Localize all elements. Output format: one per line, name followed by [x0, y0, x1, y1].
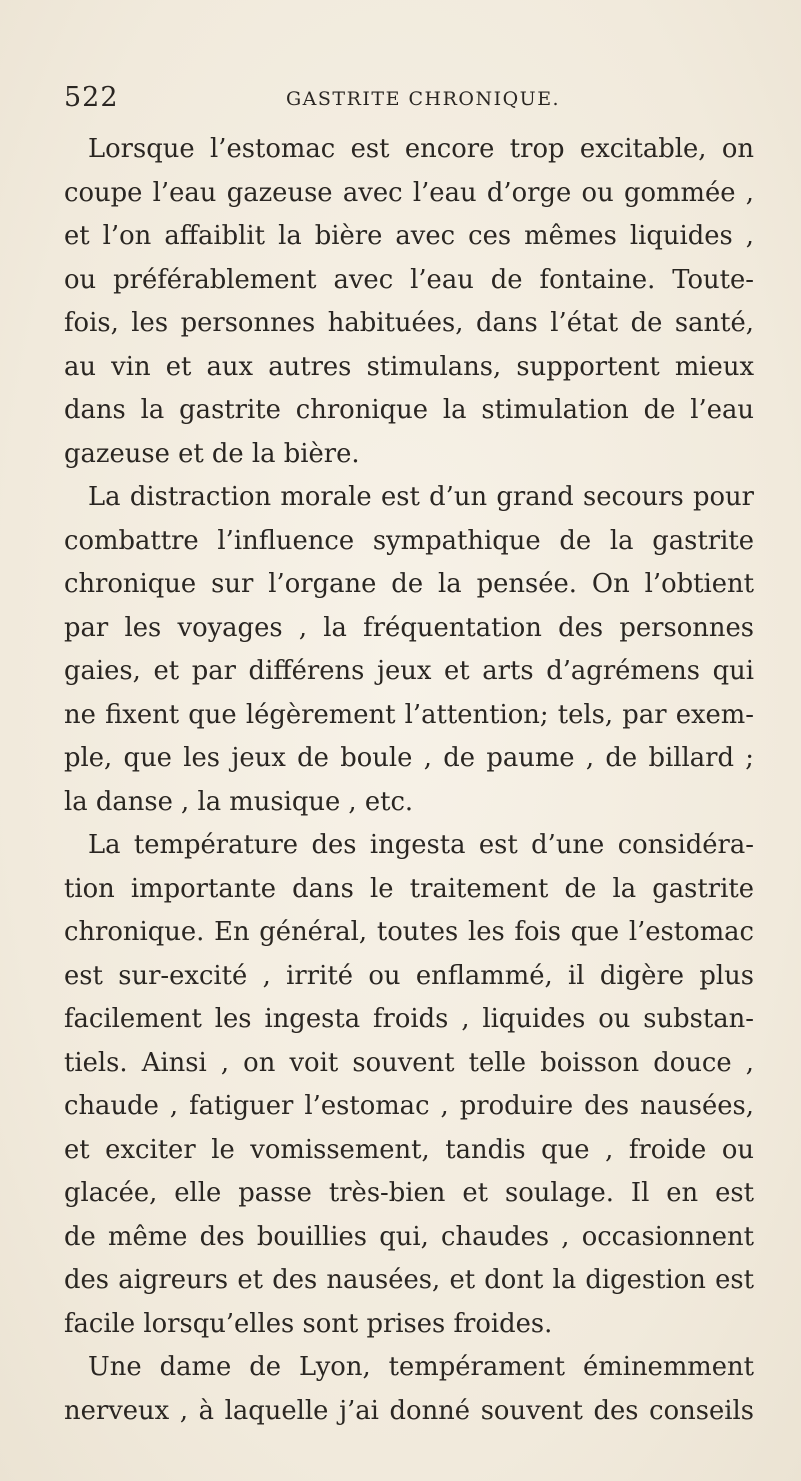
text-line: nerveux , à laquelle j’ai donné souvent des conseils	[64, 1395, 754, 1426]
text-line: chronique sur l’organe de la pensée. On l’obtient	[64, 569, 754, 599]
text-line: coupe l’eau gazeuse avec l’eau d’orge ou gommée ,	[64, 177, 754, 208]
text-line: la danse , la musique , etc.	[64, 786, 414, 817]
text-line: gazeuse et de la bière.	[64, 438, 360, 469]
running-title: GASTRITE CHRONIQUE.	[286, 88, 561, 110]
text-line: La distraction morale est d’un grand secours pour	[88, 482, 754, 512]
text-line: facilement les ingesta froids , liquides ou substan-	[64, 1004, 754, 1034]
text-line: Une dame de Lyon, tempérament éminemment	[88, 1352, 754, 1382]
text-line: et l’on affaiblit la bière avec ces mêmes liquides ,	[64, 221, 754, 251]
text-line: fois, les personnes habituées, dans l’état de santé,	[64, 308, 754, 338]
page-number: 522	[64, 82, 119, 113]
page-header	[64, 82, 754, 122]
text-line: de même des bouillies qui, chaudes , occasionnent	[64, 1221, 754, 1252]
text-line: ou préférablement avec l’eau de fontaine. Toute-	[64, 264, 754, 295]
text-line: ne fixent que légèrement l’attention; tels, par exem-	[64, 699, 754, 730]
text-line: Lorsque l’estomac est encore trop excitable, on	[88, 134, 754, 164]
text-line: glacée, elle passe très-bien et soulage. Il en est	[64, 1178, 754, 1208]
text-line: combattre l’influence sympathique de la gastrite	[64, 525, 754, 556]
text-line: ple, que les jeux de boule , de paume , de billard ;	[64, 743, 754, 773]
text-line: par les voyages , la fréquentation des personnes	[64, 612, 754, 643]
text-line: dans la gastrite chronique la stimulation de l’eau	[64, 395, 754, 425]
text-line: est sur-excité , irrité ou enflammé, il digère plus	[64, 960, 754, 991]
body-text	[64, 128, 754, 1433]
text-line: au vin et aux autres stimulans, supportent mieux	[64, 351, 754, 382]
text-line: facile lorsqu’elles sont prises froides.	[64, 1308, 553, 1339]
text-line: et exciter le vomissement, tandis que , froide ou	[64, 1134, 754, 1165]
text-line: gaies, et par différens jeux et arts d’agrémens qui	[64, 656, 754, 686]
text-line: chronique. En général, toutes les fois que l’estomac	[64, 917, 754, 947]
text-line: tion importante dans le traitement de la gastrite	[64, 873, 754, 904]
text-line: tiels. Ainsi , on voit souvent telle boisson douce ,	[64, 1047, 754, 1078]
text-line: des aigreurs et des nausées, et dont la digestion est	[64, 1265, 754, 1295]
text-line: chaude , fatiguer l’estomac , produire des nausées,	[64, 1091, 754, 1121]
text-line: La température des ingesta est d’une considéra-	[88, 830, 754, 860]
